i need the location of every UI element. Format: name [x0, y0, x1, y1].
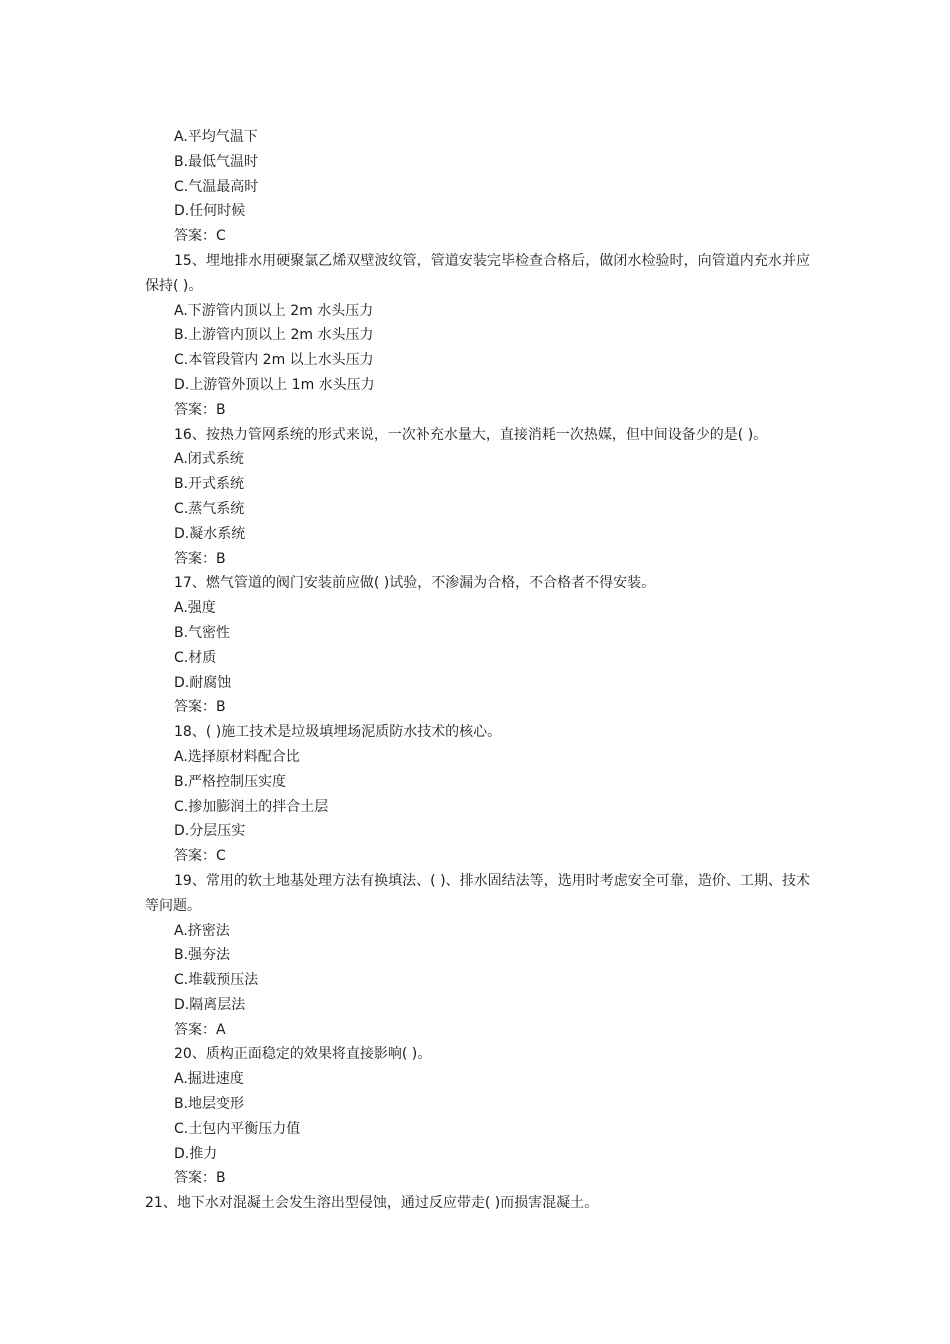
question-stem: 20、质构正面稳定的效果将直接影响( )。	[174, 1046, 432, 1063]
answer: 答案：C	[174, 848, 226, 865]
option-d: D.上游管外顶以上 1m 水头压力	[174, 376, 375, 393]
option-c: C.本管段管内 2m 以上水头压力	[174, 352, 374, 369]
question-stem: 16、按热力管网系统的形式来说，一次补充水量大，直接消耗一次热媒，但中间设备少的是( )。	[174, 426, 768, 443]
option-d: D.隔离层法	[174, 996, 246, 1013]
question-stem: 17、燃气管道的阀门安装前应做( )试验，不渗漏为合格，不合格者不得安装。	[174, 575, 656, 592]
option-a: A.选择原材料配合比	[174, 748, 300, 765]
question-stem: 18、( )施工技术是垃圾填埋场泥质防水技术的核心。	[174, 724, 502, 741]
answer: 答案：A	[174, 1021, 226, 1038]
option-b: B.严格控制压实度	[174, 773, 287, 790]
option-c: C.蒸气系统	[174, 500, 245, 517]
question-stem: 21、地下水对混凝土会发生溶出型侵蚀，通过反应带走( )而损害混凝土。	[145, 1195, 599, 1212]
option-c: C.掺加膨润土的拌合土层	[174, 798, 329, 815]
option-a: A.下游管内顶以上 2m 水头压力	[174, 302, 374, 319]
answer: 答案：B	[174, 1170, 226, 1187]
option-d: D.凝水系统	[174, 525, 246, 542]
option-a: A.闭式系统	[174, 451, 244, 468]
option-b: B.开式系统	[174, 476, 245, 493]
option-c: C.气温最高时	[174, 178, 259, 195]
option-a: A.平均气温下	[174, 129, 258, 145]
question-stem: 15、埋地排水用硬聚氯乙烯双壁波纹管，管道安装完毕检查合格后，做闭水检验时，向管道内充水并应保持( )。	[145, 252, 810, 294]
option-d: D.分层压实	[174, 823, 246, 840]
option-c: C.材质	[174, 649, 217, 666]
option-b: B.地层变形	[174, 1096, 245, 1113]
option-b: B.强夯法	[174, 947, 231, 964]
option-c: C.堆载预压法	[174, 972, 259, 989]
option-d: D.任何时候	[174, 203, 246, 220]
option-d: D.耐腐蚀	[174, 674, 232, 691]
option-d: D.推力	[174, 1145, 218, 1162]
option-a: A.挤密法	[174, 922, 230, 939]
option-b: B.上游管内顶以上 2m 水头压力	[174, 327, 374, 344]
option-a: A.强度	[174, 600, 216, 617]
answer: 答案：C	[174, 228, 226, 245]
answer: 答案：B	[174, 699, 226, 716]
answer: 答案：B	[174, 401, 226, 418]
option-b: B.气密性	[174, 624, 231, 641]
page-content	[145, 125, 810, 1216]
option-a: A.掘进速度	[174, 1071, 244, 1088]
question-stem: 19、常用的软土地基处理方法有换填法、( )、排水固结法等，选用时考虑安全可靠，造价、工期、技术等问题。	[145, 872, 810, 914]
option-c: C.土包内平衡压力值	[174, 1120, 301, 1137]
option-b: B.最低气温时	[174, 153, 259, 170]
answer: 答案：B	[174, 550, 226, 567]
